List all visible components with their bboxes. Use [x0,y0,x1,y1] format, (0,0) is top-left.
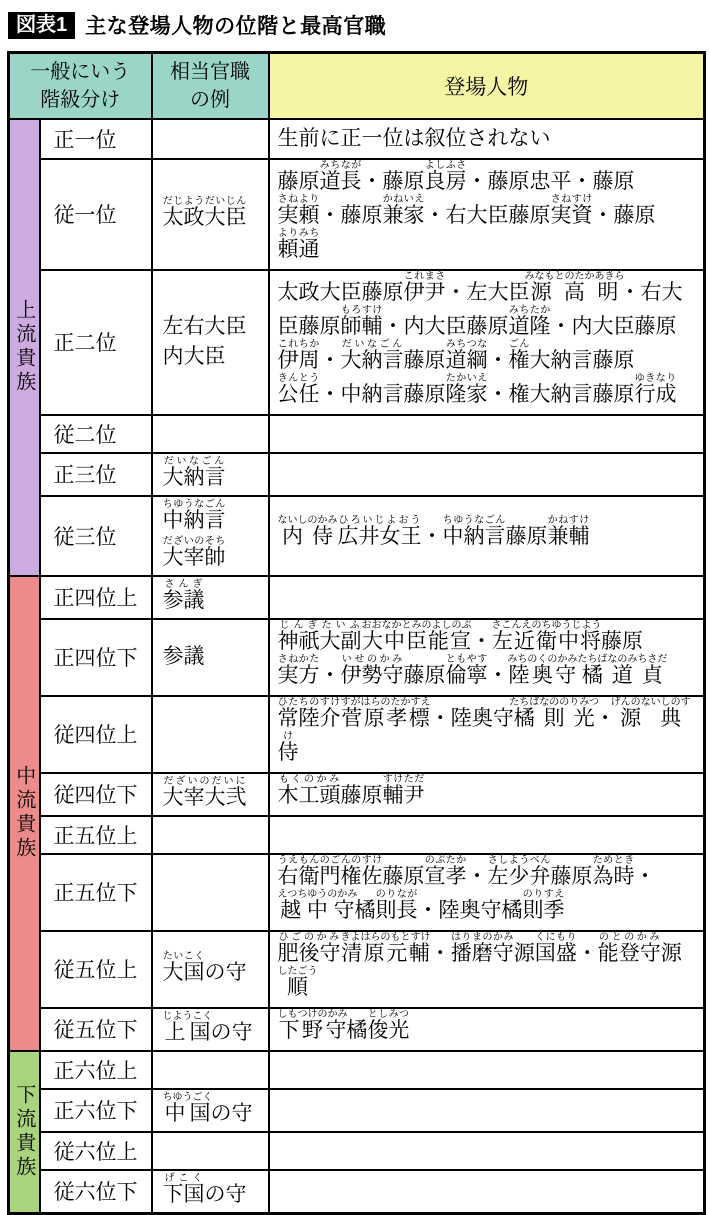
people-cell: 木工頭もくのかみ藤原輔尹すけただ [269,773,705,816]
people-cell: 下野守しもつけのかみ橘俊光としみつ [269,1008,705,1051]
office-cell: 大納言だいなごん [152,453,269,496]
header-people-column: 登場人物 [269,53,705,119]
people-cell [269,1170,705,1214]
rank-cell: 従一位 [40,159,152,270]
people-cell: 内侍ないしのかみ広井女王ひろいじよおう・中納言ちゆうなごん藤原兼輔かねすけ [269,496,705,576]
table-row [9,576,705,619]
header-office-column [152,53,269,119]
people-cell [269,1051,705,1089]
page-title: 主な登場人物の位階と最高官職 [85,15,387,38]
rank-cell: 正五位下 [40,854,152,931]
office-cell [152,1051,269,1089]
group-label-upper: 上流貴族 [9,119,40,576]
office-cell: 左右大臣 内大臣 [152,270,269,415]
rank-cell: 従五位上 [40,931,152,1008]
table-body [9,119,705,1214]
people-cell [269,415,705,453]
table-row [9,816,705,854]
table-row [9,159,705,270]
table-row [9,1008,705,1051]
figure-label: 図表1 [8,12,75,39]
office-cell [152,1132,269,1170]
table-row [9,496,705,576]
header-class-line2: 階級分け [40,88,121,111]
rank-table [7,51,706,1215]
office-cell: 中国ちゆうごくの守 [152,1089,269,1132]
table-row [9,696,705,773]
office-cell: 参議さんぎ [152,576,269,619]
people-cell: 藤原道長みちなが・藤原良房よしふさ・藤原忠平・藤原実頼さねより・藤原兼家かねいえ・右大臣藤原実資さねすけ・藤原頼通よりみち [269,159,705,270]
header-class-line1: 一般にいう [30,60,131,83]
rank-cell: 正四位上 [40,576,152,619]
people-cell [269,816,705,854]
rank-cell: 従五位下 [40,1008,152,1051]
table-row [9,619,705,696]
table-row [9,453,705,496]
table-row [9,1089,705,1132]
rank-cell: 従六位下 [40,1170,152,1214]
rank-cell: 正二位 [40,270,152,415]
group-label-middle: 中流貴族 [9,576,40,1051]
people-cell [269,1132,705,1170]
office-cell [152,119,269,159]
table-row [9,931,705,1008]
table-row [9,773,705,816]
table-row [9,119,705,159]
office-cell: 下国げこくの守 [152,1170,269,1214]
people-cell [269,453,705,496]
office-cell: 中納言ちゆうなごん 大宰帥だざいのそち [152,496,269,576]
office-cell [152,816,269,854]
rank-cell: 正五位上 [40,816,152,854]
rank-cell: 正六位上 [40,1051,152,1089]
rank-cell: 従二位 [40,415,152,453]
rank-cell: 正一位 [40,119,152,159]
table-row [9,270,705,415]
header-row [9,53,705,119]
rank-cell: 従四位上 [40,696,152,773]
rank-cell: 正三位 [40,453,152,496]
rank-cell: 正六位下 [40,1089,152,1132]
header-office-line2: の例 [190,88,230,111]
office-cell [152,854,269,931]
table-row [9,1132,705,1170]
group-label-lower: 下流貴族 [9,1051,40,1214]
office-cell [152,696,269,773]
rank-cell: 正四位下 [40,619,152,696]
people-cell: 神祇大副じんぎたいふ大中臣能宣おおなかとみのよしのぶ・左近衛中将さこんえのちゆうじよう藤原実方さねかた・伊勢守いせのかみ藤原倫寧ともやす・陸奥守みちのくのかみ橘道貞たちばなのみちさだ [269,619,705,696]
title-bar [8,10,710,40]
people-cell: 肥後守ひごのかみ清原元輔きよはらのもとすけ・播磨守はりまのかみ源国盛くにもり・能登守のとのかみ源順したごう [269,931,705,1008]
office-cell: 上国じようこくの守 [152,1008,269,1051]
office-cell: 大国たいこくの守 [152,931,269,1008]
office-cell: 参議 [152,619,269,696]
office-cell: 大宰大弐だざいのだいに [152,773,269,816]
header-class-column [9,53,152,119]
people-cell [269,1089,705,1132]
office-cell [152,415,269,453]
people-cell [269,576,705,619]
header-office-line1: 相当官職 [170,60,250,83]
office-cell: 太政大臣だじようだいじん [152,159,269,270]
people-cell: 太政大臣藤原伊尹これまさ・左大臣源高明みなもとのたかあきら・右大臣藤原師輔もろすけ・内大臣藤原道隆みちたか・内大臣藤原伊周これちか・大納言だいなごん藤原道綱みちつな・権ごん大納言藤原公任きんとう・中納言藤原隆家たかいえ・権大納言藤原行成ゆきなり [269,270,705,415]
people-cell: 生前に正一位は叙位されない [269,119,705,159]
table-row [9,854,705,931]
rank-cell: 従六位上 [40,1132,152,1170]
table-row [9,1170,705,1214]
people-cell: 右衛門権佐うえもんのごんのすけ藤原宣孝のぶたか・左少弁さしようべん藤原為時ためとき・越中守えつちゆうのかみ橘則長のりなが・陸奥守橘則季のりすえ [269,854,705,931]
people-cell: 常陸介ひたちのすけ菅原孝標すがはらのたかすえ・陸奥守橘則光たちばなののりみつ・源典侍げんのないしのすけ [269,696,705,773]
rank-cell: 従四位下 [40,773,152,816]
table-row [9,415,705,453]
table-row [9,1051,705,1089]
rank-cell: 従三位 [40,496,152,576]
